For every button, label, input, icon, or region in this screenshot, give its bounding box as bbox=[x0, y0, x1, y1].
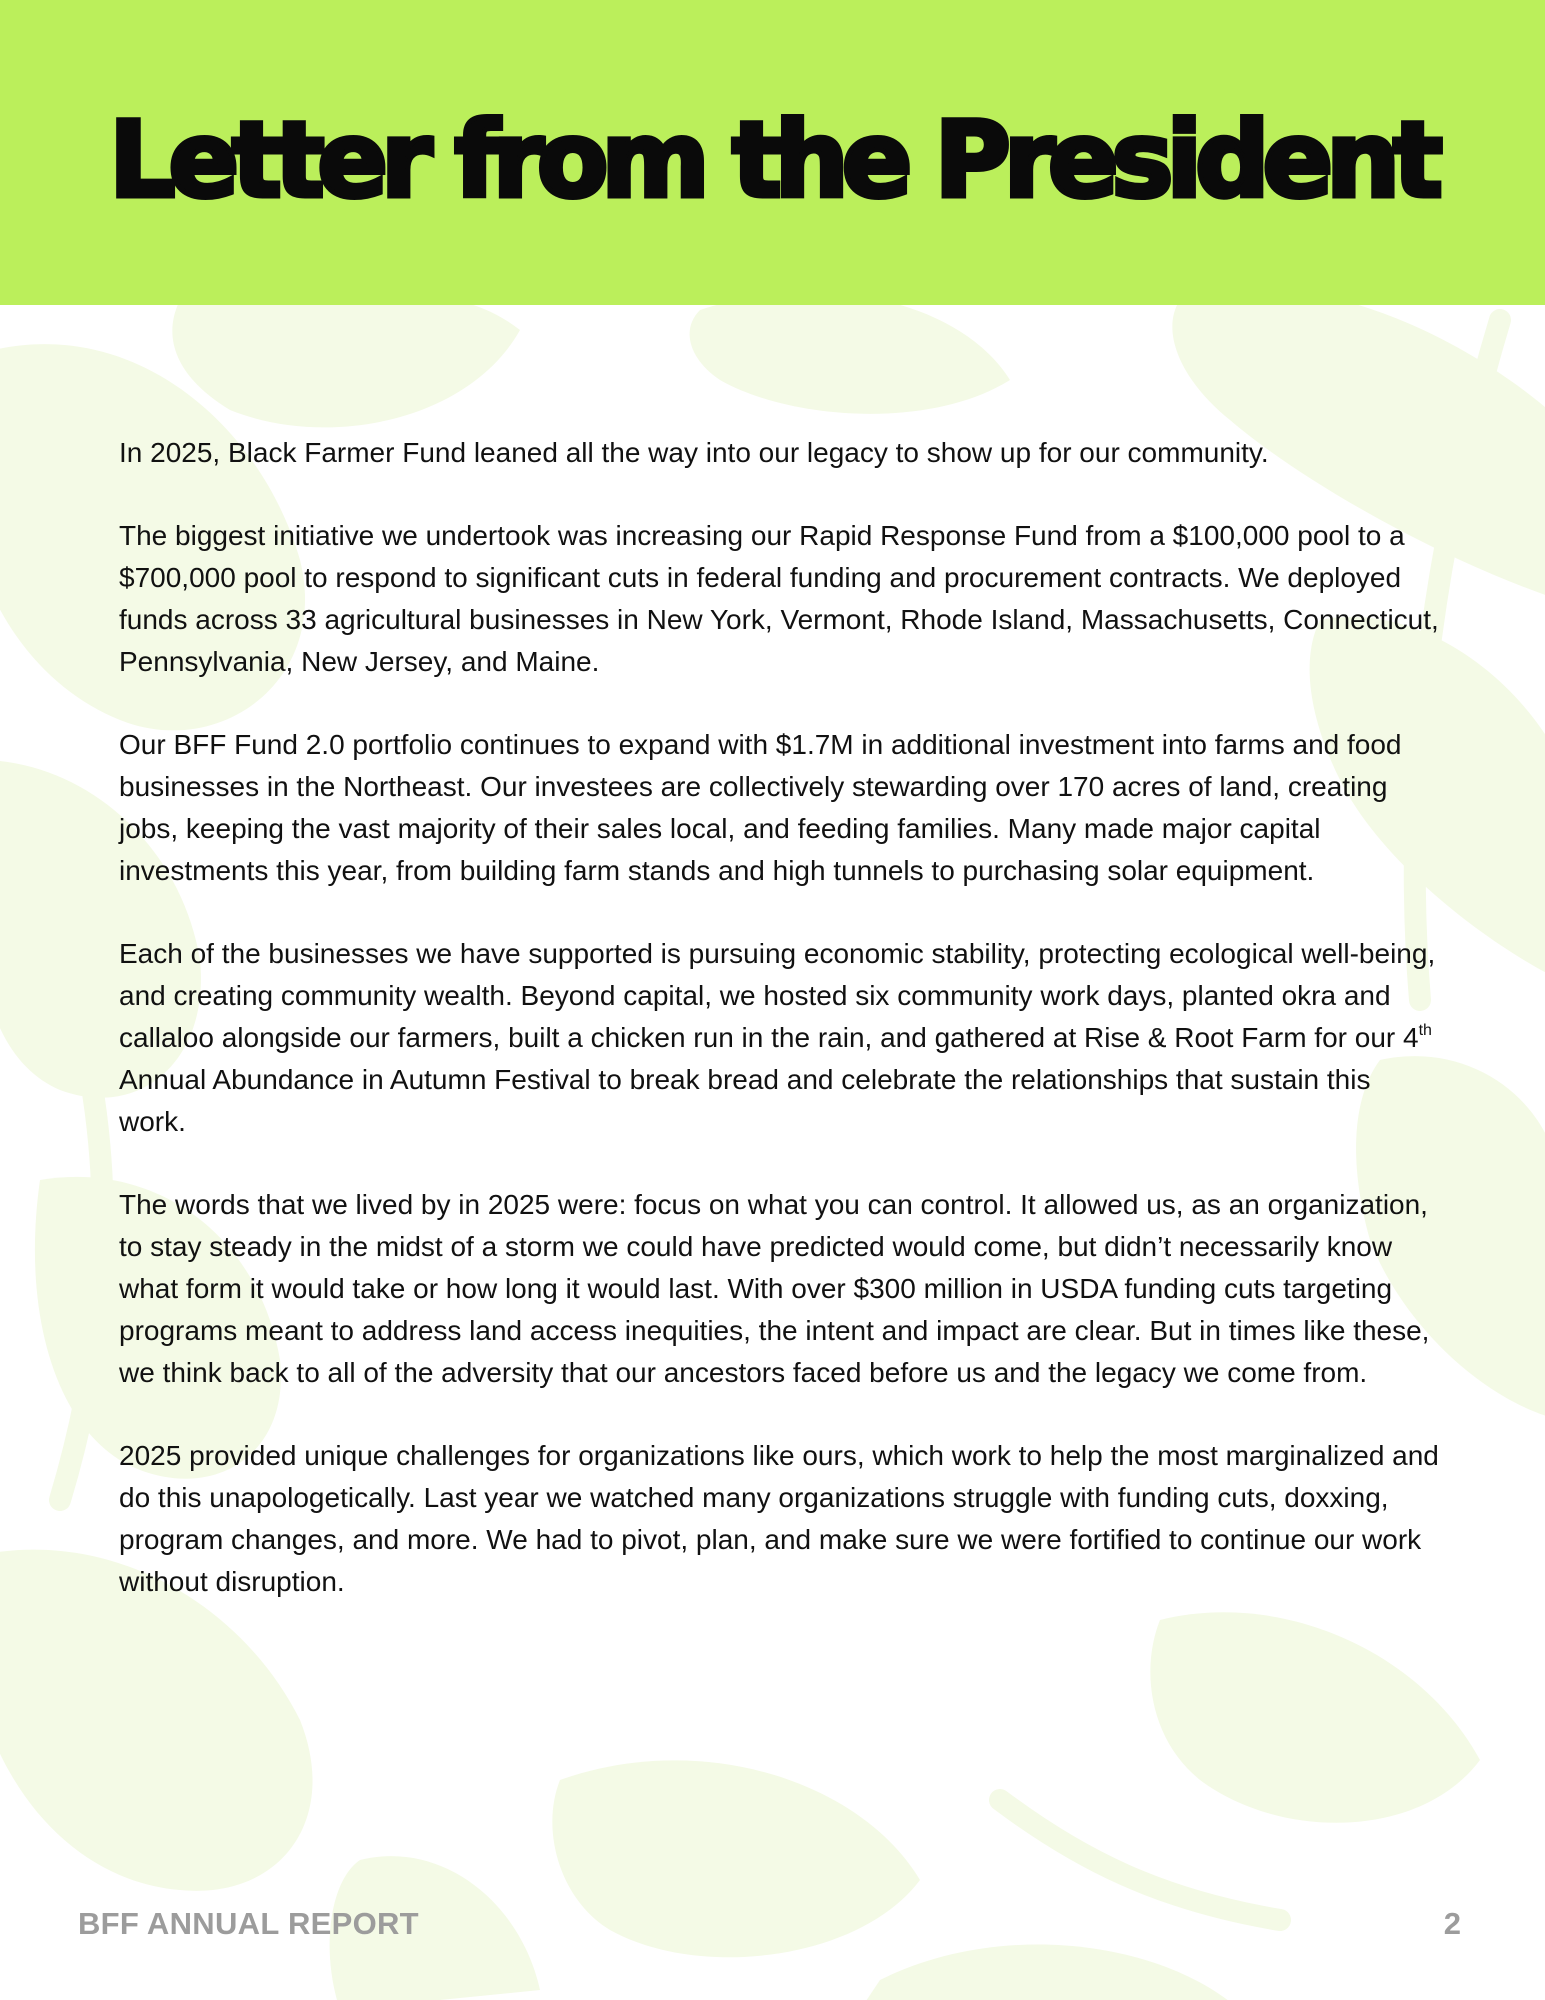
letter-paragraph-community-support bbox=[119, 933, 1439, 1143]
letter-paragraph-challenges: 2025 provided unique challenges for organizations like ours, which work to help the most marginalized and do this unapologetically. Last year we watched many organizations struggle with funding cuts, doxxing, program changes, and more. We had to pivot, plan, and make sure we were fortified to continue our work without disruption. bbox=[119, 1440, 1439, 1597]
header-band bbox=[0, 0, 1545, 305]
letter-paragraph-rapid-response: The biggest initiative we undertook was increasing our Rapid Response Fund from a $100,000 pool to a $700,000 pool to respond to significant cuts in federal funding and procurement contracts. We deployed funds across 33 agricultural businesses in New York, Vermont, Rhode Island, Massachusetts, Connecticut, Pennsylvania, New Jersey, and Maine. bbox=[119, 520, 1439, 677]
footer-page-number: 2 bbox=[1443, 1906, 1461, 1941]
letter-body bbox=[119, 432, 1439, 1644]
letter-paragraph-fund-portfolio: Our BFF Fund 2.0 portfolio continues to expand with $1.7M in additional investment into farms and food businesses in the Northeast. Our investees are collectively stewarding over 170 acres of land, creating jobs, keeping the vast majority of their sales local, and feeding families. Many made major capital investments this year, from building farm stands and high tunnels to purchasing solar equipment. bbox=[119, 729, 1402, 886]
ordinal-suffix: th bbox=[1418, 1022, 1432, 1039]
letter-paragraph-focus: The words that we lived by in 2025 were: focus on what you can control. It allowed us, as an organization, to stay steady in the midst of a storm we could have predicted would come, but didn’t necessarily know what form it would take or how long it would last. With over $300 million in USDA funding cuts targeting programs meant to address land access inequities, the intent and impact are clear. But in times like these, we think back to all of the adversity that our ancestors faced before us and the legacy we come from. bbox=[119, 1189, 1430, 1388]
paragraph-text-part: Each of the businesses we have supported is pursuing economic stability, protecting ecological well-being, and creating community wealth. Beyond capital, we hosted six community work days, planted okra and callaloo alongside our farmers, built a chicken run in the rain, and gathered at Rise & Root Farm for our 4 bbox=[119, 938, 1436, 1053]
paragraph-text-part: Annual Abundance in Autumn Festival to break bread and celebrate the relationships that sustain this work. bbox=[119, 1064, 1371, 1137]
letter-paragraph-intro: In 2025, Black Farmer Fund leaned all the way into our legacy to show up for our community. bbox=[119, 437, 1269, 468]
footer-report-label: BFF ANNUAL REPORT bbox=[78, 1906, 419, 1941]
page-title: Letter from the President bbox=[109, 99, 1436, 221]
